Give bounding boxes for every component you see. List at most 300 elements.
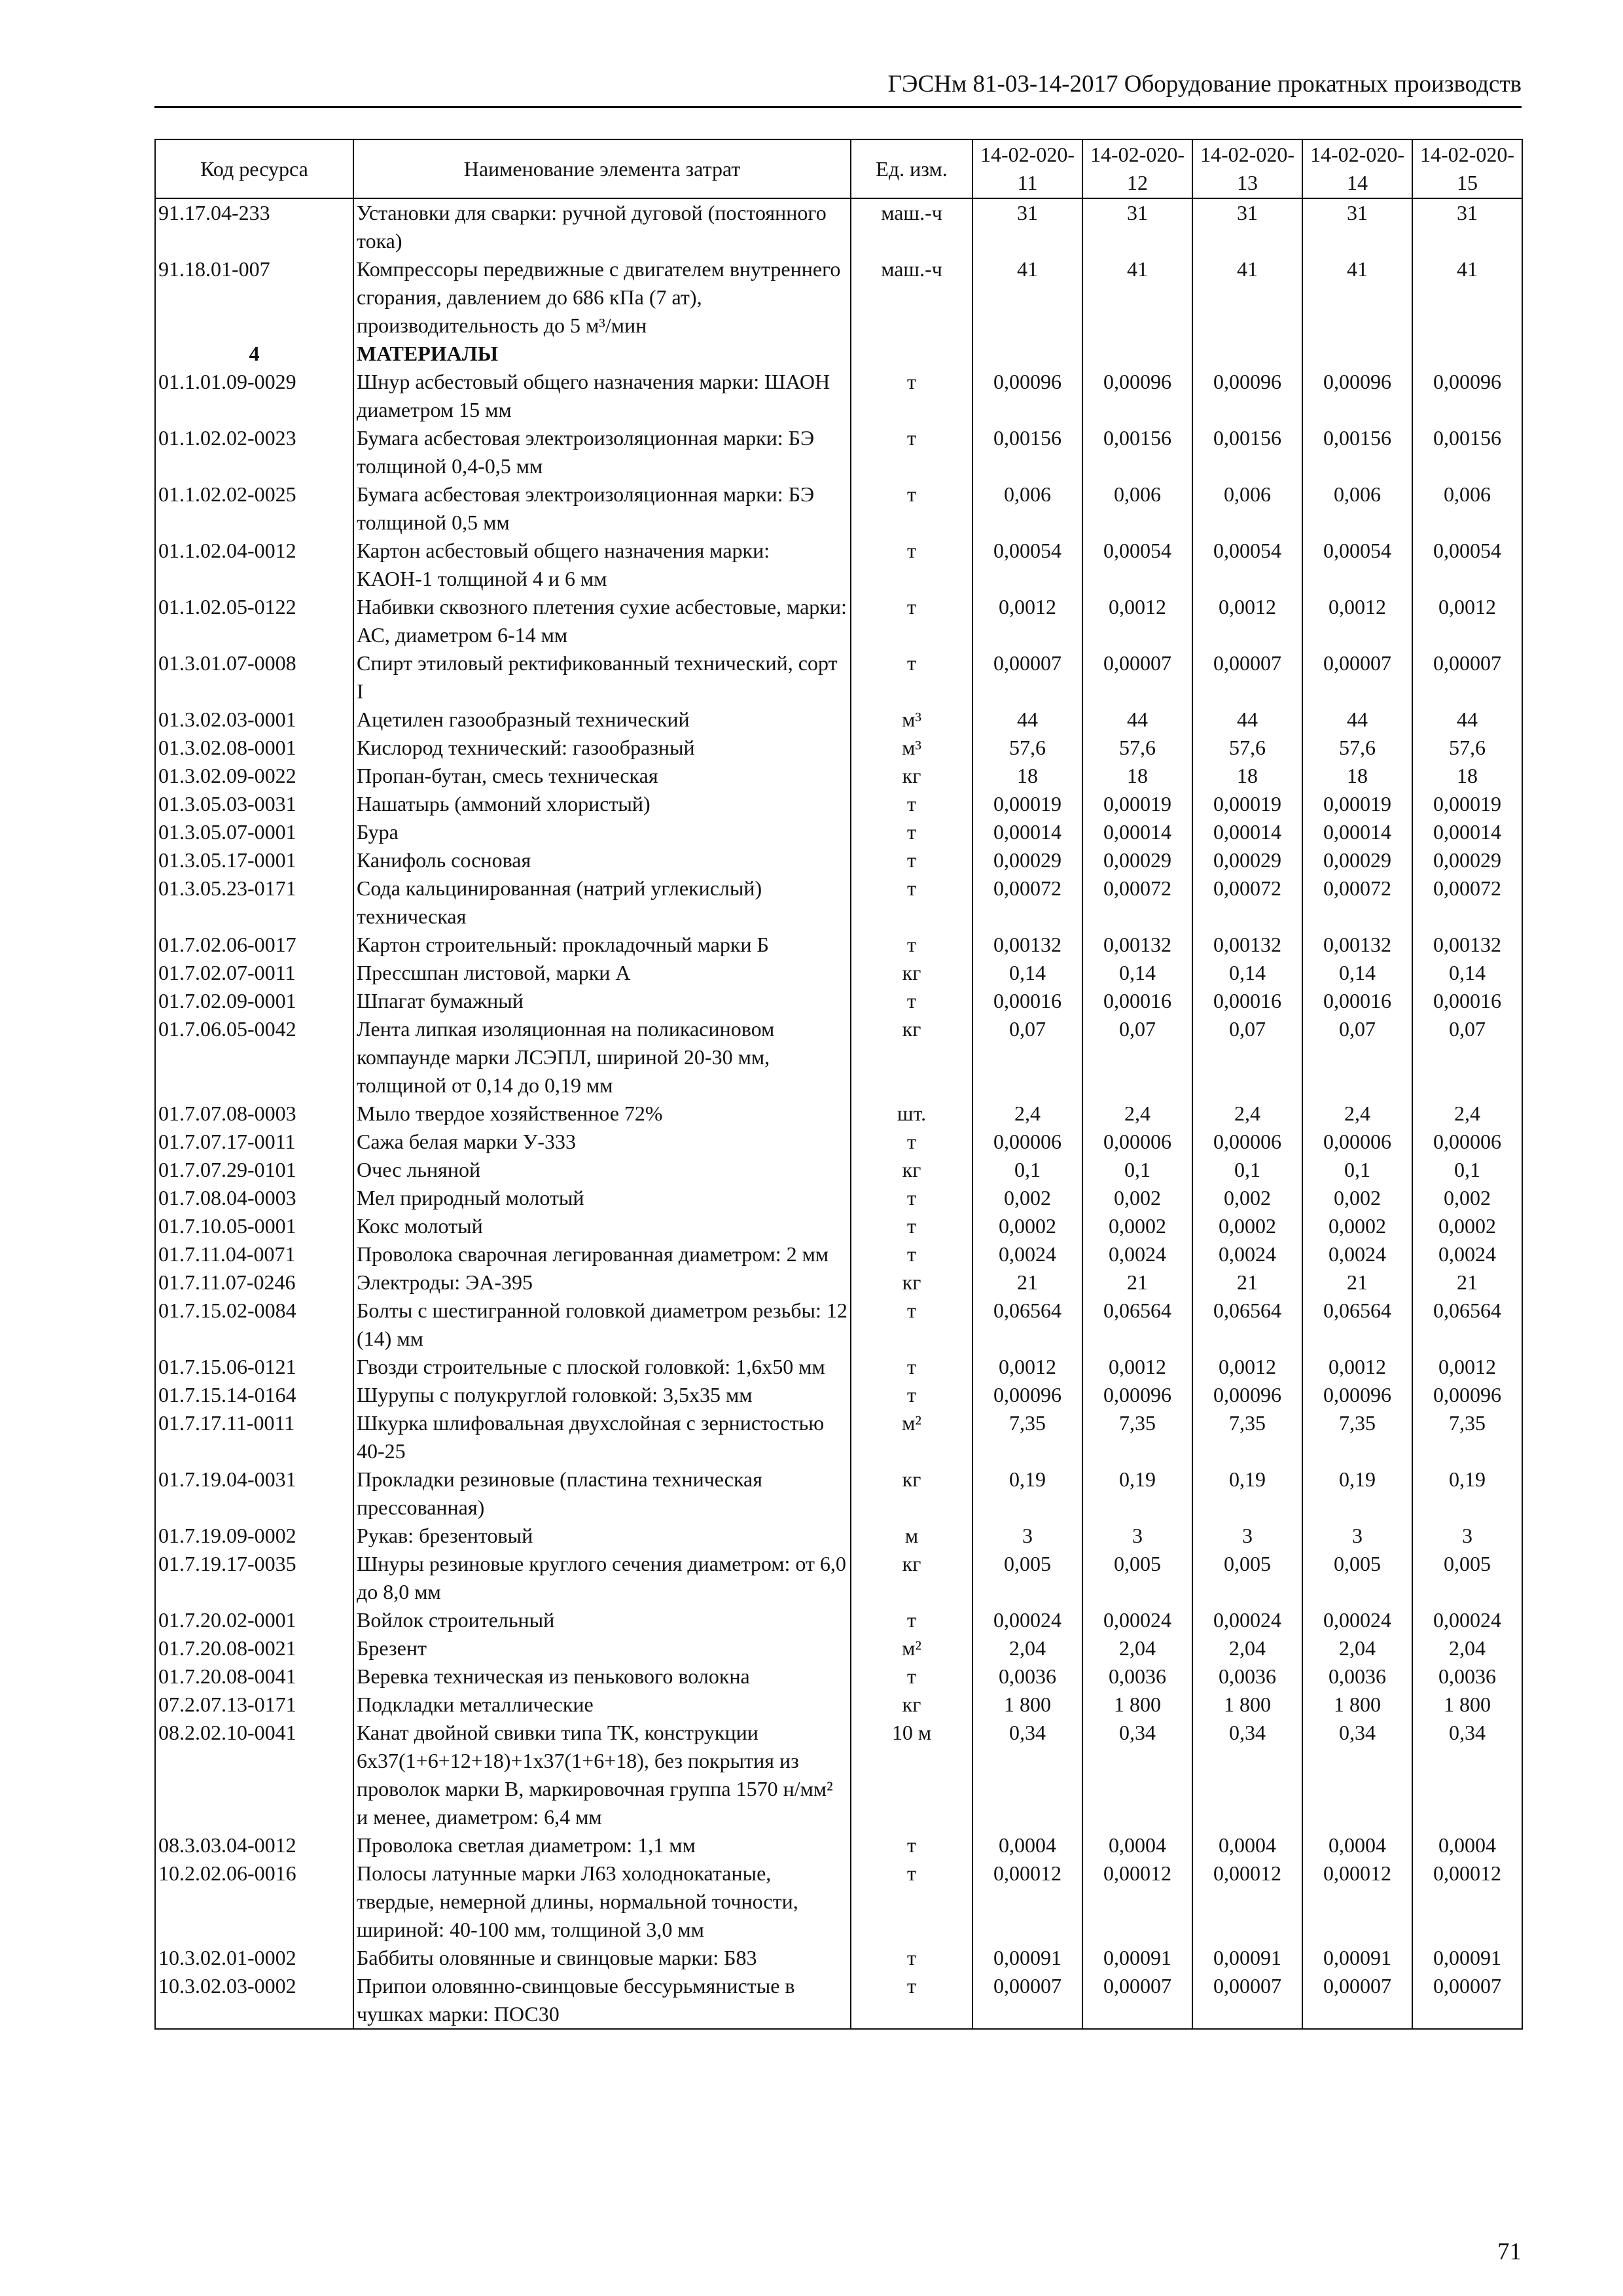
resource-table: [154, 139, 1523, 2030]
norm-value-2: 0,00012: [1082, 1859, 1192, 1944]
norm-value-1: 0,0012: [972, 1353, 1082, 1381]
table-body: [155, 198, 1522, 2029]
unit-of-measure: 10 м: [851, 1719, 972, 1831]
norm-value-5: 1 800: [1412, 1691, 1522, 1719]
norm-value-5: 0,19: [1412, 1465, 1522, 1522]
norm-value-3: 0,0036: [1192, 1662, 1302, 1691]
norm-value-3: 2,4: [1192, 1100, 1302, 1128]
norm-value-4: 0,00024: [1302, 1606, 1412, 1634]
resource-code: 01.7.20.08-0041: [155, 1662, 353, 1691]
unit-of-measure: т: [851, 424, 972, 480]
resource-name: Шпагат бумажный: [353, 987, 851, 1015]
table-row: [155, 1409, 1522, 1465]
unit-of-measure: т: [851, 1381, 972, 1409]
resource-code: 01.1.02.04-0012: [155, 537, 353, 593]
norm-value-4: 0,0024: [1302, 1240, 1412, 1268]
unit-of-measure: кг: [851, 1465, 972, 1522]
norm-value-2: 0,07: [1082, 1015, 1192, 1100]
resource-code: 01.7.07.17-0011: [155, 1128, 353, 1156]
norm-value-4: 2,4: [1302, 1100, 1412, 1128]
norm-value-2: 0,00096: [1082, 368, 1192, 424]
norm-value-2: 0,006: [1082, 480, 1192, 537]
norm-value-3: 0,00096: [1192, 368, 1302, 424]
table-row: [155, 959, 1522, 987]
column-header-norm-2: 14-02-020-12: [1082, 139, 1192, 198]
norm-value-4: 0,14: [1302, 959, 1412, 987]
resource-code: 01.1.02.02-0023: [155, 424, 353, 480]
norm-value-2: 21: [1082, 1268, 1192, 1297]
resource-name: Шнуры резиновые круглого сечения диаметром: от 6,0 до 8,0 мм: [353, 1550, 851, 1606]
norm-value-1: 7,35: [972, 1409, 1082, 1465]
norm-value-1: 0,34: [972, 1719, 1082, 1831]
resource-code: 01.7.02.07-0011: [155, 959, 353, 987]
norm-value-5: 0,0002: [1412, 1212, 1522, 1240]
norm-value-3: 0,00024: [1192, 1606, 1302, 1634]
norm-value-1: 41: [972, 255, 1082, 340]
norm-value-4: 0,00096: [1302, 368, 1412, 424]
norm-value-3: 0,00029: [1192, 846, 1302, 874]
resource-code: 01.7.02.09-0001: [155, 987, 353, 1015]
norm-value-4: 0,0012: [1302, 1353, 1412, 1381]
norm-value-5: 31: [1412, 198, 1522, 255]
resource-code: 91.17.04-233: [155, 198, 353, 255]
table-row: [155, 1240, 1522, 1268]
norm-value-4: 0,0002: [1302, 1212, 1412, 1240]
resource-name: Полосы латунные марки Л63 холоднокатаные, твердые, немерной длины, нормальной точности, шириной: 40-100 мм, толщиной 3,0 мм: [353, 1859, 851, 1944]
table-row: [155, 1015, 1522, 1100]
norm-value-5: 0,14: [1412, 959, 1522, 987]
resource-code: 01.7.06.05-0042: [155, 1015, 353, 1100]
table-row: [155, 762, 1522, 790]
table-row: [155, 846, 1522, 874]
norm-value-1: 3: [972, 1522, 1082, 1550]
norm-value-2: 0,34: [1082, 1719, 1192, 1831]
unit-of-measure: м²: [851, 1634, 972, 1662]
table-row: [155, 987, 1522, 1015]
norm-value-1: 0,0024: [972, 1240, 1082, 1268]
norm-value-3: 0,00007: [1192, 649, 1302, 706]
table-row: [155, 1522, 1522, 1550]
norm-value-3: 0,00016: [1192, 987, 1302, 1015]
table-row: [155, 1691, 1522, 1719]
unit-of-measure: т: [851, 931, 972, 959]
norm-value-3: 1 800: [1192, 1691, 1302, 1719]
norm-value-3: 0,006: [1192, 480, 1302, 537]
norm-value-1: 0,00016: [972, 987, 1082, 1015]
resource-code: 01.3.02.03-0001: [155, 706, 353, 734]
norm-value-2: 44: [1082, 706, 1192, 734]
norm-value-3: 0,0004: [1192, 1831, 1302, 1859]
table-row: [155, 1381, 1522, 1409]
resource-name: Бура: [353, 818, 851, 846]
norm-value-5: 0,00096: [1412, 1381, 1522, 1409]
resource-name: Установки для сварки: ручной дуговой (постоянного тока): [353, 198, 851, 255]
norm-value-5: 0,00014: [1412, 818, 1522, 846]
table-row: [155, 1606, 1522, 1634]
unit-of-measure: т: [851, 1944, 972, 1972]
norm-value-3: 0,00156: [1192, 424, 1302, 480]
resource-code: 01.3.05.17-0001: [155, 846, 353, 874]
norm-value-1: 0,0004: [972, 1831, 1082, 1859]
unit-of-measure: кг: [851, 1550, 972, 1606]
norm-value-3: 7,35: [1192, 1409, 1302, 1465]
norm-value-4: 2,04: [1302, 1634, 1412, 1662]
resource-code: 01.3.02.08-0001: [155, 734, 353, 762]
norm-value-5: 0,00072: [1412, 874, 1522, 931]
norm-value-3: 44: [1192, 706, 1302, 734]
resource-name: Лента липкая изоляционная на поликасиновом компаунде марки ЛСЭПЛ, шириной 20-30 мм, толщиной от 0,14 до 0,19 мм: [353, 1015, 851, 1100]
table-row: [155, 255, 1522, 340]
table-row: [155, 1719, 1522, 1831]
norm-value-5: 0,0036: [1412, 1662, 1522, 1691]
unit-of-measure: маш.-ч: [851, 198, 972, 255]
resource-name: Веревка техническая из пенькового волокна: [353, 1662, 851, 1691]
resource-name: Проволока сварочная легированная диаметром: 2 мм: [353, 1240, 851, 1268]
table-row: [155, 1100, 1522, 1128]
resource-code: 01.7.08.04-0003: [155, 1184, 353, 1212]
norm-value-3: 0,00006: [1192, 1128, 1302, 1156]
resource-name: Сода кальцинированная (натрий углекислый) техническая: [353, 874, 851, 931]
resource-code: 01.1.02.05-0122: [155, 593, 353, 649]
unit-of-measure: т: [851, 1606, 972, 1634]
norm-value-2: 31: [1082, 198, 1192, 255]
unit-of-measure: т: [851, 790, 972, 818]
norm-value-2: 0,00029: [1082, 846, 1192, 874]
norm-value-1: 0,00014: [972, 818, 1082, 846]
norm-value-4: 0,00007: [1302, 1972, 1412, 2029]
norm-value-5: 0,00091: [1412, 1944, 1522, 1972]
norm-value-3: 57,6: [1192, 734, 1302, 762]
norm-value-1: 2,4: [972, 1100, 1082, 1128]
resource-name: Шнур асбестовый общего назначения марки: ШАОН диаметром 15 мм: [353, 368, 851, 424]
norm-value-4: 0,1: [1302, 1156, 1412, 1184]
norm-value-2: 0,00096: [1082, 1381, 1192, 1409]
unit-of-measure: кг: [851, 1268, 972, 1297]
norm-value-3: 0,0002: [1192, 1212, 1302, 1240]
norm-value-4: 0,00132: [1302, 931, 1412, 959]
running-head: ГЭСНм 81-03-14-2017 Оборудование прокатных производств: [887, 71, 1522, 98]
table-row: [155, 593, 1522, 649]
norm-value-3: 0,00012: [1192, 1859, 1302, 1944]
norm-value-5: 0,0012: [1412, 593, 1522, 649]
resource-code: 08.3.03.04-0012: [155, 1831, 353, 1859]
table-row: [155, 931, 1522, 959]
norm-value-4: 0,00012: [1302, 1859, 1412, 1944]
norm-value-2: 0,00072: [1082, 874, 1192, 931]
norm-value-5: 18: [1412, 762, 1522, 790]
table-row: [155, 1212, 1522, 1240]
section-row: [155, 340, 1522, 368]
norm-value-2: 0,00132: [1082, 931, 1192, 959]
norm-value-4: 44: [1302, 706, 1412, 734]
norm-value-5: 3: [1412, 1522, 1522, 1550]
resource-name: Картон асбестовый общего назначения марки: КАОН-1 толщиной 4 и 6 мм: [353, 537, 851, 593]
table-row: [155, 198, 1522, 255]
norm-value-4: 0,00007: [1302, 649, 1412, 706]
norm-value-3: 0,14: [1192, 959, 1302, 987]
norm-value-1: 0,005: [972, 1550, 1082, 1606]
norm-value-1: 0,00007: [972, 649, 1082, 706]
resource-name: Нашатырь (аммоний хлористый): [353, 790, 851, 818]
unit-of-measure: т: [851, 987, 972, 1015]
table-row: [155, 1550, 1522, 1606]
norm-value-5: 0,00156: [1412, 424, 1522, 480]
column-header-norm-1: 14-02-020-11: [972, 139, 1082, 198]
norm-value-1: 0,14: [972, 959, 1082, 987]
norm-value-5: 0,00054: [1412, 537, 1522, 593]
norm-value-2: 0,14: [1082, 959, 1192, 987]
resource-code: 01.7.19.04-0031: [155, 1465, 353, 1522]
table-row: [155, 818, 1522, 846]
unit-of-measure: т: [851, 1240, 972, 1268]
norm-value-1: 0,00029: [972, 846, 1082, 874]
norm-value-2: 0,0012: [1082, 593, 1192, 649]
norm-value-4: 3: [1302, 1522, 1412, 1550]
resource-code: 01.3.05.23-0171: [155, 874, 353, 931]
norm-value-4: 0,00029: [1302, 846, 1412, 874]
column-header-norm-4: 14-02-020-14: [1302, 139, 1412, 198]
resource-name: Бумага асбестовая электроизоляционная марки: БЭ толщиной 0,4-0,5 мм: [353, 424, 851, 480]
table-row: [155, 649, 1522, 706]
unit-of-measure: кг: [851, 1015, 972, 1100]
norm-value-1: 0,00012: [972, 1859, 1082, 1944]
resource-name: Гвозди строительные с плоской головкой: 1,6х50 мм: [353, 1353, 851, 1381]
norm-value-4: 0,00014: [1302, 818, 1412, 846]
norm-value-2: 57,6: [1082, 734, 1192, 762]
table-row: [155, 1128, 1522, 1156]
norm-value-4: 0,00091: [1302, 1944, 1412, 1972]
norm-value-5: 0,00006: [1412, 1128, 1522, 1156]
norm-value-1: [972, 340, 1082, 368]
norm-value-4: 57,6: [1302, 734, 1412, 762]
table-row: [155, 1634, 1522, 1662]
norm-value-3: 0,005: [1192, 1550, 1302, 1606]
norm-value-5: 0,1: [1412, 1156, 1522, 1184]
norm-value-3: 0,00054: [1192, 537, 1302, 593]
table-row: [155, 1944, 1522, 1972]
norm-value-4: 0,0036: [1302, 1662, 1412, 1691]
unit-of-measure: кг: [851, 1156, 972, 1184]
resource-code: 01.3.02.09-0022: [155, 762, 353, 790]
resource-name: МАТЕРИАЛЫ: [353, 340, 851, 368]
table-row: [155, 1184, 1522, 1212]
norm-value-1: 0,06564: [972, 1297, 1082, 1353]
norm-value-2: 0,0036: [1082, 1662, 1192, 1691]
column-header-norm-5: 14-02-020-15: [1412, 139, 1522, 198]
norm-value-1: 21: [972, 1268, 1082, 1297]
norm-value-2: 0,0004: [1082, 1831, 1192, 1859]
unit-of-measure: т: [851, 1184, 972, 1212]
norm-value-1: 18: [972, 762, 1082, 790]
unit-of-measure: м³: [851, 706, 972, 734]
norm-value-4: 41: [1302, 255, 1412, 340]
norm-value-5: 0,00024: [1412, 1606, 1522, 1634]
unit-of-measure: [851, 340, 972, 368]
resource-code: 01.7.11.07-0246: [155, 1268, 353, 1297]
resource-name: Кокс молотый: [353, 1212, 851, 1240]
norm-value-2: 0,00091: [1082, 1944, 1192, 1972]
resource-name: Бумага асбестовая электроизоляционная марки: БЭ толщиной 0,5 мм: [353, 480, 851, 537]
resource-code: 01.7.19.09-0002: [155, 1522, 353, 1550]
norm-value-2: [1082, 340, 1192, 368]
resource-code: 10.2.02.06-0016: [155, 1859, 353, 1944]
norm-value-2: 41: [1082, 255, 1192, 340]
resource-name: Проволока светлая диаметром: 1,1 мм: [353, 1831, 851, 1859]
norm-value-1: 0,00072: [972, 874, 1082, 931]
column-header-code: Код ресурса: [155, 139, 353, 198]
norm-value-4: 0,00054: [1302, 537, 1412, 593]
norm-value-2: 2,04: [1082, 1634, 1192, 1662]
norm-value-3: 0,19: [1192, 1465, 1302, 1522]
unit-of-measure: т: [851, 537, 972, 593]
norm-value-4: 0,06564: [1302, 1297, 1412, 1353]
unit-of-measure: т: [851, 480, 972, 537]
norm-value-2: 0,0002: [1082, 1212, 1192, 1240]
unit-of-measure: т: [851, 1859, 972, 1944]
resource-name: Мел природный молотый: [353, 1184, 851, 1212]
column-header-name: Наименование элемента затрат: [353, 139, 851, 198]
norm-value-4: 18: [1302, 762, 1412, 790]
norm-value-4: 0,00096: [1302, 1381, 1412, 1409]
norm-value-3: 0,0024: [1192, 1240, 1302, 1268]
norm-value-1: 0,00096: [972, 368, 1082, 424]
norm-value-2: 0,00016: [1082, 987, 1192, 1015]
norm-value-4: 0,002: [1302, 1184, 1412, 1212]
norm-value-2: 0,0024: [1082, 1240, 1192, 1268]
norm-value-2: 0,00006: [1082, 1128, 1192, 1156]
unit-of-measure: шт.: [851, 1100, 972, 1128]
norm-value-1: 0,0036: [972, 1662, 1082, 1691]
resource-name: Шкурка шлифовальная двухслойная с зернистостью 40-25: [353, 1409, 851, 1465]
resource-code: 07.2.07.13-0171: [155, 1691, 353, 1719]
unit-of-measure: кг: [851, 762, 972, 790]
norm-value-4: 21: [1302, 1268, 1412, 1297]
norm-value-1: 0,07: [972, 1015, 1082, 1100]
norm-value-1: 0,00054: [972, 537, 1082, 593]
norm-value-3: 0,06564: [1192, 1297, 1302, 1353]
resource-name: Прессшпан листовой, марки А: [353, 959, 851, 987]
table-row: [155, 1268, 1522, 1297]
norm-value-2: 3: [1082, 1522, 1192, 1550]
resource-name: Шурупы с полукруглой головкой: 3,5х35 мм: [353, 1381, 851, 1409]
norm-value-5: 0,00019: [1412, 790, 1522, 818]
unit-of-measure: т: [851, 1972, 972, 2029]
norm-value-5: 7,35: [1412, 1409, 1522, 1465]
unit-of-measure: т: [851, 649, 972, 706]
norm-value-2: 0,19: [1082, 1465, 1192, 1522]
table-row: [155, 790, 1522, 818]
norm-value-1: 1 800: [972, 1691, 1082, 1719]
norm-value-3: 0,0012: [1192, 593, 1302, 649]
norm-value-5: 0,00016: [1412, 987, 1522, 1015]
norm-value-1: 2,04: [972, 1634, 1082, 1662]
norm-value-1: 0,00007: [972, 1972, 1082, 2029]
norm-value-2: 0,00007: [1082, 1972, 1192, 2029]
norm-value-5: 2,04: [1412, 1634, 1522, 1662]
norm-value-4: 7,35: [1302, 1409, 1412, 1465]
norm-value-4: 0,00156: [1302, 424, 1412, 480]
resource-name: Компрессоры передвижные с двигателем внутреннего сгорания, давлением до 686 кПа (7 ат), производительность до 5 м³/мин: [353, 255, 851, 340]
resource-name: Электроды: ЭА-395: [353, 1268, 851, 1297]
unit-of-measure: т: [851, 1831, 972, 1859]
table-row: [155, 1831, 1522, 1859]
norm-value-4: 0,00072: [1302, 874, 1412, 931]
norm-value-3: 0,00019: [1192, 790, 1302, 818]
norm-value-2: 0,00014: [1082, 818, 1192, 846]
resource-code: 01.7.15.02-0084: [155, 1297, 353, 1353]
norm-value-2: 0,00054: [1082, 537, 1192, 593]
norm-value-4: 0,00019: [1302, 790, 1412, 818]
unit-of-measure: т: [851, 368, 972, 424]
table-row: [155, 537, 1522, 593]
norm-value-2: 0,002: [1082, 1184, 1192, 1212]
resource-name: Кислород технический: газообразный: [353, 734, 851, 762]
unit-of-measure: т: [851, 1353, 972, 1381]
norm-value-4: 0,07: [1302, 1015, 1412, 1100]
norm-value-4: 1 800: [1302, 1691, 1412, 1719]
norm-value-1: 0,1: [972, 1156, 1082, 1184]
unit-of-measure: т: [851, 1297, 972, 1353]
resource-code: 01.7.10.05-0001: [155, 1212, 353, 1240]
norm-value-4: 0,34: [1302, 1719, 1412, 1831]
resource-name: Канифоль сосновая: [353, 846, 851, 874]
resource-name: Пропан-бутан, смесь техническая: [353, 762, 851, 790]
resource-name: Ацетилен газообразный технический: [353, 706, 851, 734]
norm-value-1: 0,006: [972, 480, 1082, 537]
unit-of-measure: м: [851, 1522, 972, 1550]
norm-value-3: 0,34: [1192, 1719, 1302, 1831]
norm-value-3: 0,00007: [1192, 1972, 1302, 2029]
norm-value-1: 0,00096: [972, 1381, 1082, 1409]
norm-value-1: 44: [972, 706, 1082, 734]
resource-name: Подкладки металлические: [353, 1691, 851, 1719]
unit-of-measure: м³: [851, 734, 972, 762]
unit-of-measure: м²: [851, 1409, 972, 1465]
unit-of-measure: т: [851, 874, 972, 931]
norm-value-3: 18: [1192, 762, 1302, 790]
norm-value-3: 41: [1192, 255, 1302, 340]
norm-value-5: 0,005: [1412, 1550, 1522, 1606]
resource-code: 01.7.20.08-0021: [155, 1634, 353, 1662]
resource-name: Набивки сквозного плетения сухие асбестовые, марки: АС, диаметром 6-14 мм: [353, 593, 851, 649]
resource-name: Сажа белая марки У-333: [353, 1128, 851, 1156]
column-header-norm-3: 14-02-020-13: [1192, 139, 1302, 198]
resource-name: Очес льняной: [353, 1156, 851, 1184]
unit-of-measure: т: [851, 593, 972, 649]
resource-code: 10.3.02.01-0002: [155, 1944, 353, 1972]
norm-value-5: 0,00007: [1412, 649, 1522, 706]
norm-value-3: 0,00091: [1192, 1944, 1302, 1972]
resource-code: 01.1.02.02-0025: [155, 480, 353, 537]
norm-value-3: 0,1: [1192, 1156, 1302, 1184]
norm-value-5: 0,006: [1412, 480, 1522, 537]
norm-value-5: 0,00007: [1412, 1972, 1522, 2029]
norm-value-5: 44: [1412, 706, 1522, 734]
resource-code: 01.7.07.08-0003: [155, 1100, 353, 1128]
table-row: [155, 1353, 1522, 1381]
resource-code: 10.3.02.03-0002: [155, 1972, 353, 2029]
norm-value-1: 0,00091: [972, 1944, 1082, 1972]
norm-value-3: [1192, 340, 1302, 368]
norm-value-2: 0,00007: [1082, 649, 1192, 706]
resource-name: Мыло твердое хозяйственное 72%: [353, 1100, 851, 1128]
table-row: [155, 1662, 1522, 1691]
table-row: [155, 1972, 1522, 2029]
resource-name: Припои оловянно-свинцовые бессурьмянистые в чушках марки: ПОС30: [353, 1972, 851, 2029]
norm-value-2: 0,00024: [1082, 1606, 1192, 1634]
resource-code: 01.7.07.29-0101: [155, 1156, 353, 1184]
table-row: [155, 1859, 1522, 1944]
